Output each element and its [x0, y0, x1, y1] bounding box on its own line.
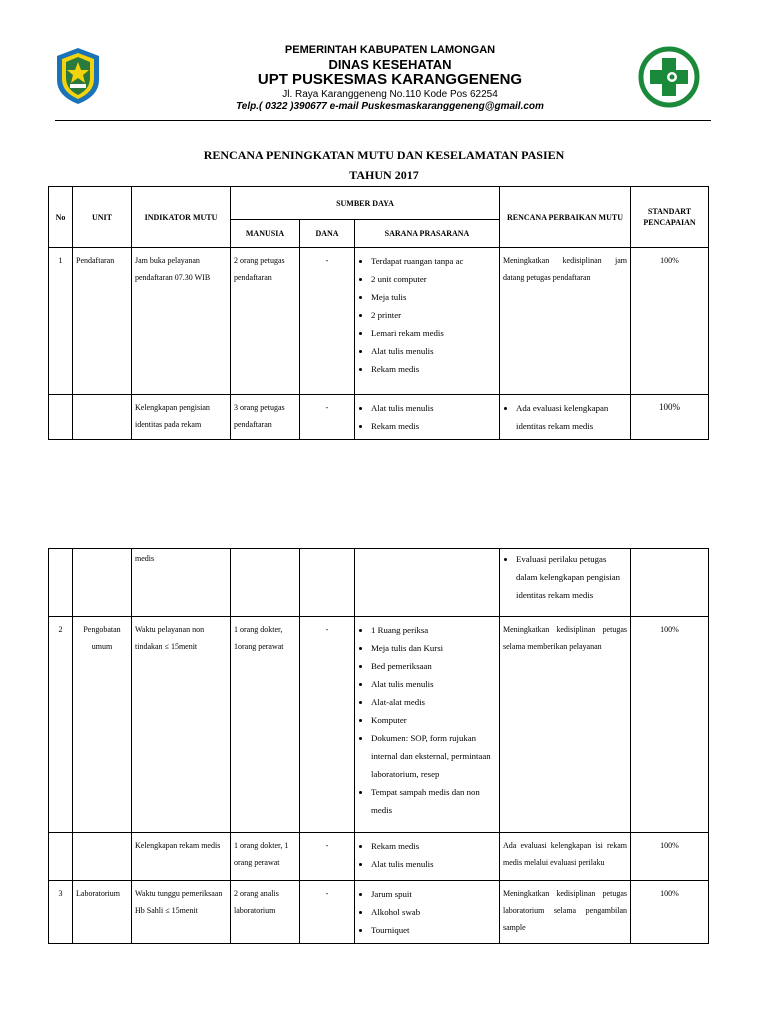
cell-indikator: Waktu pelayanan non tindakan ≤ 15menit [132, 617, 231, 833]
cell-dana: - [300, 248, 355, 395]
col-header-sumber-daya: SUMBER DAYA [231, 187, 500, 220]
list-item: • Tempat sampah medis dan non medis [371, 783, 496, 819]
col-header-manusia: MANUSIA [231, 220, 300, 248]
table-row [49, 617, 709, 833]
cell-sarana [355, 881, 500, 944]
col-header-no: No [49, 187, 73, 248]
cell-dana: - [300, 395, 355, 440]
cell-dana: - [300, 617, 355, 833]
cell-indikator: Waktu tunggu pemeriksaan Hb Sahli ≤ 15menit [132, 881, 231, 944]
cell-no [49, 549, 73, 617]
cell-no: 3 [49, 881, 73, 944]
col-header-standart: STANDART PENCAPAIAN [631, 187, 709, 248]
cell-sarana [355, 248, 500, 395]
list-item: • Komputer [371, 711, 496, 729]
cell-indikator: Kelengkapan rekam medis [132, 833, 231, 881]
list-item: • Jarum spuit [371, 885, 496, 903]
list-item: • Meja tulis dan Kursi [371, 639, 496, 657]
list-item: • Alkohol swab [371, 903, 496, 921]
cell-indikator: medis [132, 549, 231, 617]
cell-dana: - [300, 833, 355, 881]
cell-indikator: Kelengkapan pengisian identitas pada rekam [132, 395, 231, 440]
header-organization: UPT PUSKESMAS KARANGGENENG [257, 71, 523, 88]
cell-unit: Laboratorium [73, 881, 132, 944]
cell-standart: 100% [631, 833, 709, 881]
cell-rencana: Ada evaluasi kelengkapan isi rekam medis melalui evaluasi perilaku [500, 833, 631, 881]
header-government: PEMERINTAH KABUPATEN LAMONGAN [284, 44, 496, 56]
cell-no: 1 [49, 248, 73, 395]
cell-sarana [355, 617, 500, 833]
list-item: • Alat tulis menulis [371, 675, 496, 693]
table-row [49, 248, 709, 395]
col-header-unit: UNIT [73, 187, 132, 248]
cell-no: 2 [49, 617, 73, 833]
col-header-dana: DANA [300, 220, 355, 248]
list-item: • Tourniquet [371, 921, 496, 939]
list-item: • Alat tulis menulis [371, 342, 496, 360]
cell-rencana: Meningkatkan kedisiplinan petugas selama memberikan pelayanan [500, 617, 631, 833]
cell-unit [73, 395, 132, 440]
list-item: • Alat tulis menulis [371, 399, 496, 417]
cell-rencana [500, 549, 631, 617]
list-item: • 1 Ruang periksa [371, 621, 496, 639]
cell-rencana: Meningkatkan kedisiplinan petugas laboratorium selama pengambilan sample [500, 881, 631, 944]
cell-no [49, 833, 73, 881]
cell-unit: Pendaftaran [73, 248, 132, 395]
cell-manusia: 2 orang petugas pendaftaran [231, 248, 300, 395]
list-item: • Meja tulis [371, 288, 496, 306]
list-item: • Rekam medis [371, 837, 496, 855]
cell-no [49, 395, 73, 440]
document-subtitle: TAHUN 2017 [349, 168, 419, 182]
table-row [49, 549, 709, 617]
col-header-indikator: INDIKATOR MUTU [132, 187, 231, 248]
list-item: • 2 printer [371, 306, 496, 324]
list-item: • Bed pemeriksaan [371, 657, 496, 675]
quality-plan-table-page-2 [48, 548, 709, 944]
list-item: • Evaluasi perilaku petugas dalam kelengkapan pengisian identitas rekam medis [516, 550, 627, 604]
cell-standart [631, 549, 709, 617]
list-item: • Rekam medis [371, 417, 496, 435]
cell-manusia: 3 orang petugas pendaftaran [231, 395, 300, 440]
quality-plan-table-page-1 [48, 186, 709, 440]
cell-indikator: Jam buka pelayanan pendaftaran 07.30 WIB [132, 248, 231, 395]
list-item: • Alat-alat medis [371, 693, 496, 711]
col-header-rencana: RENCANA PERBAIKAN MUTU [500, 187, 631, 248]
list-item: • Terdapat ruangan tanpa ac [371, 252, 496, 270]
table-row [49, 833, 709, 881]
cell-rencana [500, 395, 631, 440]
table-row [49, 881, 709, 944]
header-department: DINAS KESEHATAN [328, 57, 452, 72]
header-divider [55, 120, 711, 121]
cell-sarana [355, 833, 500, 881]
cell-standart: 100% [631, 881, 709, 944]
cell-sarana [355, 549, 500, 617]
cell-dana: - [300, 881, 355, 944]
cell-standart: 100% [631, 617, 709, 833]
col-header-sarana: SARANA PRASARANA [355, 220, 500, 248]
cell-manusia: 1 orang dokter, 1 orang perawat [231, 833, 300, 881]
cell-manusia: 1 orang dokter, 1orang perawat [231, 617, 300, 833]
cell-manusia [231, 549, 300, 617]
header-address: Jl. Raya Karanggeneng No.110 Kode Pos 62254 [282, 89, 498, 100]
cell-unit: Pengobatan umum [73, 617, 132, 833]
cell-rencana: Meningkatkan kedisiplinan jam datang petugas pendaftaran [500, 248, 631, 395]
cell-unit [73, 833, 132, 881]
header-contact: Telp.( 0322 )390677 e-mail Puskesmaskaranggeneng@gmail.com [236, 101, 544, 112]
cell-manusia: 2 orang analis laboratorium [231, 881, 300, 944]
cell-sarana [355, 395, 500, 440]
list-item: • Alat tulis menulis [371, 855, 496, 873]
list-item: • 2 unit computer [371, 270, 496, 288]
list-item: • Ada evaluasi kelengkapan identitas rekam medis [516, 399, 627, 435]
cell-dana [300, 549, 355, 617]
cell-standart: 100% [631, 248, 709, 395]
list-item: • Rekam medis [371, 360, 496, 378]
list-item: • Dokumen: SOP, form rujukan internal dan eksternal, permintaan laboratorium, resep [371, 729, 496, 783]
puskesmas-logo [638, 46, 700, 108]
table-row [49, 395, 709, 440]
cell-standart: 100% [631, 395, 709, 440]
cell-unit [73, 549, 132, 617]
lamongan-emblem-logo [55, 46, 101, 106]
list-item: • Lemari rekam medis [371, 324, 496, 342]
document-title: RENCANA PENINGKATAN MUTU DAN KESELAMATAN PASIEN [203, 148, 565, 162]
